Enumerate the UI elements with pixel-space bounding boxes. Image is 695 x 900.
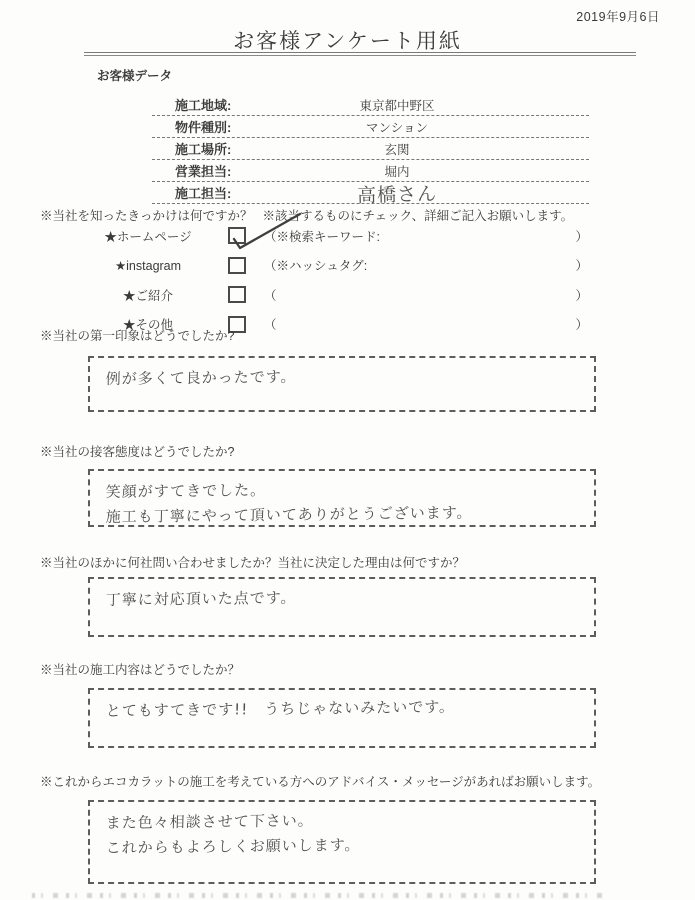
scan-cutoff-text-artifact: [32, 893, 602, 898]
handwritten-answer-line: 笑顔がすてきでした。: [105, 481, 267, 502]
option-label: ★ご紹介: [122, 288, 173, 303]
handwritten-answer-line: 丁寧に対応頂いた点です。: [105, 588, 297, 610]
row-label: 施工地域:: [175, 98, 232, 113]
referral-question: ※当社を知ったきっかけは何ですか？: [40, 209, 253, 223]
row-label: 物件種別:: [175, 120, 232, 135]
answer-box-decision-reason: [88, 577, 596, 637]
option-detail: [264, 286, 588, 304]
answer-box-first-impression: [88, 356, 596, 412]
page-title: お客様アンケート用紙: [233, 30, 462, 53]
answer-box-advice-message: [88, 800, 596, 884]
option-label: ★その他: [122, 318, 173, 333]
customer-data-table: [152, 94, 589, 208]
table-row: [152, 182, 589, 208]
handwritten-answer-line: 例が多くて良かったです。: [105, 367, 297, 389]
option-detail: [264, 227, 588, 245]
survey-question-advice-message: ※これからエコカラットの施工を考えている方へのアドバイス・メッセージがあればお願いします。: [40, 775, 601, 789]
row-label: 営業担当:: [175, 164, 232, 179]
detail-suffix: ）: [575, 318, 588, 333]
detail-suffix: ）: [575, 288, 588, 303]
option-label: ★ホームページ: [104, 229, 192, 244]
table-row: [152, 116, 589, 138]
detail-prefix: （: [264, 318, 277, 333]
checkbox-instagram: [228, 257, 246, 274]
survey-question-service-attitude: ※当社の接客態度はどうでしたか?: [40, 445, 235, 459]
answer-box-construction-content: [88, 688, 596, 748]
handwritten-answer-line: 施工も丁寧にやって頂いてありがとうございます。: [105, 503, 473, 527]
customer-data-heading: お客様データ: [97, 69, 173, 83]
answer-box-service-attitude: [88, 469, 596, 527]
option-row-instagram: [40, 251, 588, 281]
option-label: ★instagram: [114, 258, 182, 273]
survey-question-construction-content: ※当社の施工内容はどうでしたか？: [40, 663, 241, 677]
row-value: 堀内: [384, 164, 410, 179]
row-label: 施工担当:: [175, 186, 232, 201]
table-row: [152, 138, 589, 160]
table-row: [152, 94, 589, 116]
detail-prefix: （※検索キーワード:: [264, 229, 380, 244]
survey-date: 2019年9月6日: [576, 10, 660, 24]
title-double-rule: [84, 52, 636, 56]
option-row-homepage: [40, 221, 588, 251]
checkbox-homepage: [228, 227, 246, 244]
survey-question-decision-reason: ※当社のほかに何社問い合わせましたか？当社に決定した理由は何ですか？: [40, 556, 466, 570]
detail-suffix: ）: [575, 229, 588, 244]
detail-prefix: （: [264, 288, 277, 303]
option-detail: [264, 315, 588, 333]
row-label: 施工場所:: [175, 142, 232, 157]
detail-prefix: （※ハッシュタグ:: [264, 259, 368, 274]
referral-instruction: ※該当するものにチェック、詳細ご記入お願いします。: [262, 209, 574, 223]
option-row-introduction: [40, 280, 588, 310]
handwritten-row-value: 高橋さん: [356, 182, 438, 208]
option-detail: [264, 256, 588, 274]
handwritten-answer-line: また色々相談させて下さい。: [105, 811, 314, 833]
row-value: 東京都中野区: [359, 98, 435, 113]
handwritten-answer-line: とてもすてきです!! うちじゃないみたいです。: [105, 697, 456, 721]
handwritten-answer-line: これからもよろしくお願いします。: [105, 835, 361, 858]
referral-options: [40, 221, 588, 339]
checkbox-introduction: [228, 286, 246, 303]
row-value: 玄関: [384, 142, 410, 157]
survey-question-first-impression: ※当社の第一印象はどうでしたか?: [40, 329, 235, 343]
detail-suffix: ）: [575, 259, 588, 274]
row-value: マンション: [366, 120, 428, 135]
